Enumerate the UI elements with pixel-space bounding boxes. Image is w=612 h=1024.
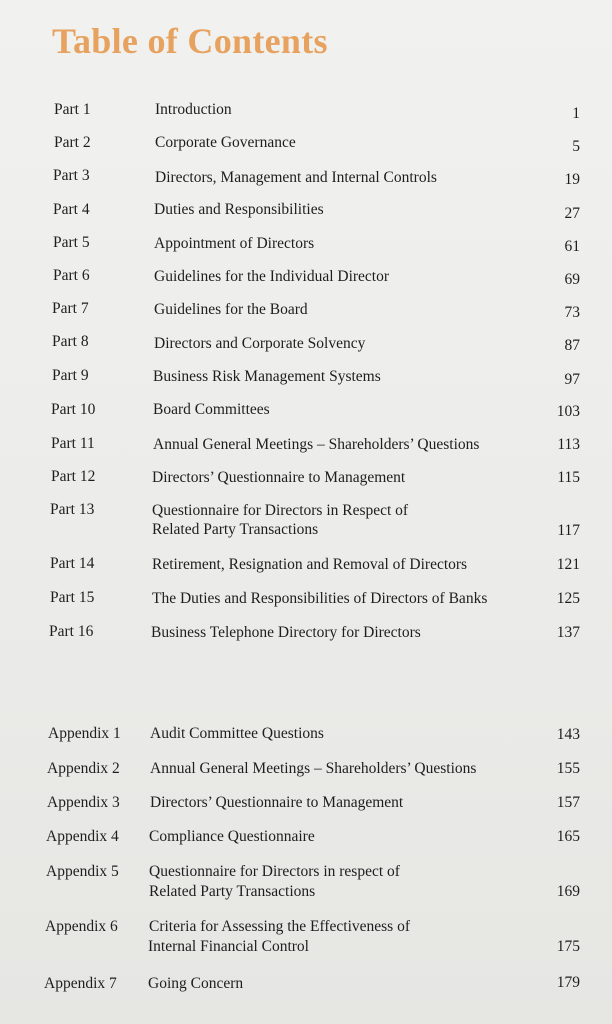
toc-part-label: Part 7 bbox=[52, 300, 89, 317]
toc-part-label: Part 14 bbox=[50, 555, 95, 572]
toc-part-label: Part 12 bbox=[51, 468, 96, 485]
toc-page-number: 137 bbox=[556, 624, 580, 641]
toc-page-number: 179 bbox=[556, 974, 580, 991]
toc-entry-title: Corporate Governance bbox=[155, 134, 296, 151]
toc-part-label: Part 5 bbox=[53, 234, 90, 251]
toc-part-label: Part 11 bbox=[51, 435, 95, 452]
toc-appendix-label: Appendix 2 bbox=[47, 760, 120, 777]
toc-entry-title-line2: Related Party Transactions bbox=[149, 883, 316, 900]
toc-part-label: Part 13 bbox=[50, 501, 95, 518]
toc-page-number: 157 bbox=[556, 794, 580, 811]
toc-entry-title: Introduction bbox=[155, 101, 232, 118]
toc-entry-title: Audit Committee Questions bbox=[150, 725, 324, 742]
toc-entry-title: Directors’ Questionnaire to Management bbox=[150, 794, 404, 811]
toc-entry-title: Guidelines for the Board bbox=[154, 301, 308, 318]
toc-page-number: 27 bbox=[564, 205, 580, 222]
toc-part-label: Part 15 bbox=[50, 589, 95, 606]
toc-entry-title-line1: Criteria for Assessing the Effectiveness of bbox=[149, 918, 410, 935]
toc-page-number: 155 bbox=[556, 760, 580, 777]
toc-page-number: 117 bbox=[557, 522, 580, 539]
toc-page-number: 73 bbox=[564, 304, 580, 321]
toc-appendix-label: Appendix 4 bbox=[46, 828, 119, 845]
toc-entry-title: Retirement, Resignation and Removal of Directors bbox=[152, 556, 468, 573]
toc-appendix-label: Appendix 1 bbox=[48, 725, 121, 742]
toc-entry-title: Directors, Management and Internal Controls bbox=[155, 169, 437, 186]
toc-entry-title: Guidelines for the Individual Director bbox=[154, 268, 390, 285]
toc-page-number: 69 bbox=[564, 271, 580, 288]
toc-entry-title: Annual General Meetings – Shareholders’ Questions bbox=[153, 436, 480, 453]
toc-entry-title-line1: Questionnaire for Directors in Respect of bbox=[152, 502, 409, 519]
toc-part-label: Part 6 bbox=[53, 267, 90, 284]
toc-part-label: Part 8 bbox=[52, 333, 89, 350]
toc-appendix-label: Appendix 7 bbox=[44, 975, 117, 992]
toc-page-number: 125 bbox=[556, 590, 580, 607]
toc-entry-part-13[interactable] bbox=[0, 500, 612, 546]
toc-entry-title: Business Risk Management Systems bbox=[153, 368, 381, 385]
toc-page-number: 113 bbox=[557, 436, 580, 453]
toc-page-number: 87 bbox=[564, 337, 580, 354]
toc-entry-title: Directors and Corporate Solvency bbox=[154, 335, 366, 352]
toc-entry-appendix-5[interactable] bbox=[0, 862, 612, 908]
toc-entry-title: Directors’ Questionnaire to Management bbox=[152, 469, 406, 486]
toc-entry-title: Board Committees bbox=[153, 401, 270, 418]
toc-entry-title: Duties and Responsibilities bbox=[154, 201, 324, 218]
toc-entry-title-line1: Questionnaire for Directors in respect of bbox=[149, 863, 400, 880]
toc-page-number: 121 bbox=[556, 556, 580, 573]
toc-page-number: 19 bbox=[564, 171, 580, 188]
toc-entry-title: Going Concern bbox=[148, 975, 244, 992]
toc-entry-title: Annual General Meetings – Shareholders’ Questions bbox=[150, 760, 477, 777]
toc-page-number: 61 bbox=[564, 238, 580, 255]
toc-part-label: Part 2 bbox=[54, 134, 91, 151]
toc-entry-title-line2: Internal Financial Control bbox=[148, 938, 309, 955]
toc-appendix-label: Appendix 3 bbox=[47, 794, 120, 811]
toc-entry-title-line2: Related Party Transactions bbox=[152, 521, 319, 538]
toc-page-number: 97 bbox=[564, 371, 580, 388]
toc-page-number: 5 bbox=[572, 138, 580, 155]
toc-part-label: Part 9 bbox=[52, 367, 89, 384]
toc-part-label: Part 10 bbox=[51, 401, 96, 418]
page-title: Table of Contents bbox=[52, 21, 328, 61]
toc-entry-title: Business Telephone Directory for Directors bbox=[151, 624, 421, 641]
toc-page-number: 175 bbox=[556, 938, 580, 955]
toc-part-label: Part 1 bbox=[54, 101, 91, 118]
toc-page-number: 165 bbox=[556, 828, 580, 845]
toc-entry-appendix-6[interactable] bbox=[0, 917, 612, 963]
toc-appendix-label: Appendix 6 bbox=[45, 918, 118, 935]
toc-entry-title: Appointment of Directors bbox=[154, 235, 315, 252]
toc-entry-title: The Duties and Responsibilities of Directors of Banks bbox=[152, 590, 488, 607]
toc-part-label: Part 4 bbox=[53, 201, 90, 218]
toc-part-label: Part 3 bbox=[53, 167, 90, 184]
toc-entry-title: Compliance Questionnaire bbox=[149, 828, 315, 845]
toc-page-number: 115 bbox=[557, 469, 580, 486]
toc-page-number: 103 bbox=[556, 403, 580, 420]
toc-page-number: 1 bbox=[572, 105, 580, 122]
toc-page-number: 143 bbox=[556, 726, 580, 743]
toc-page-number: 169 bbox=[556, 883, 580, 900]
toc-part-label: Part 16 bbox=[49, 623, 94, 640]
toc-appendix-label: Appendix 5 bbox=[46, 863, 119, 880]
